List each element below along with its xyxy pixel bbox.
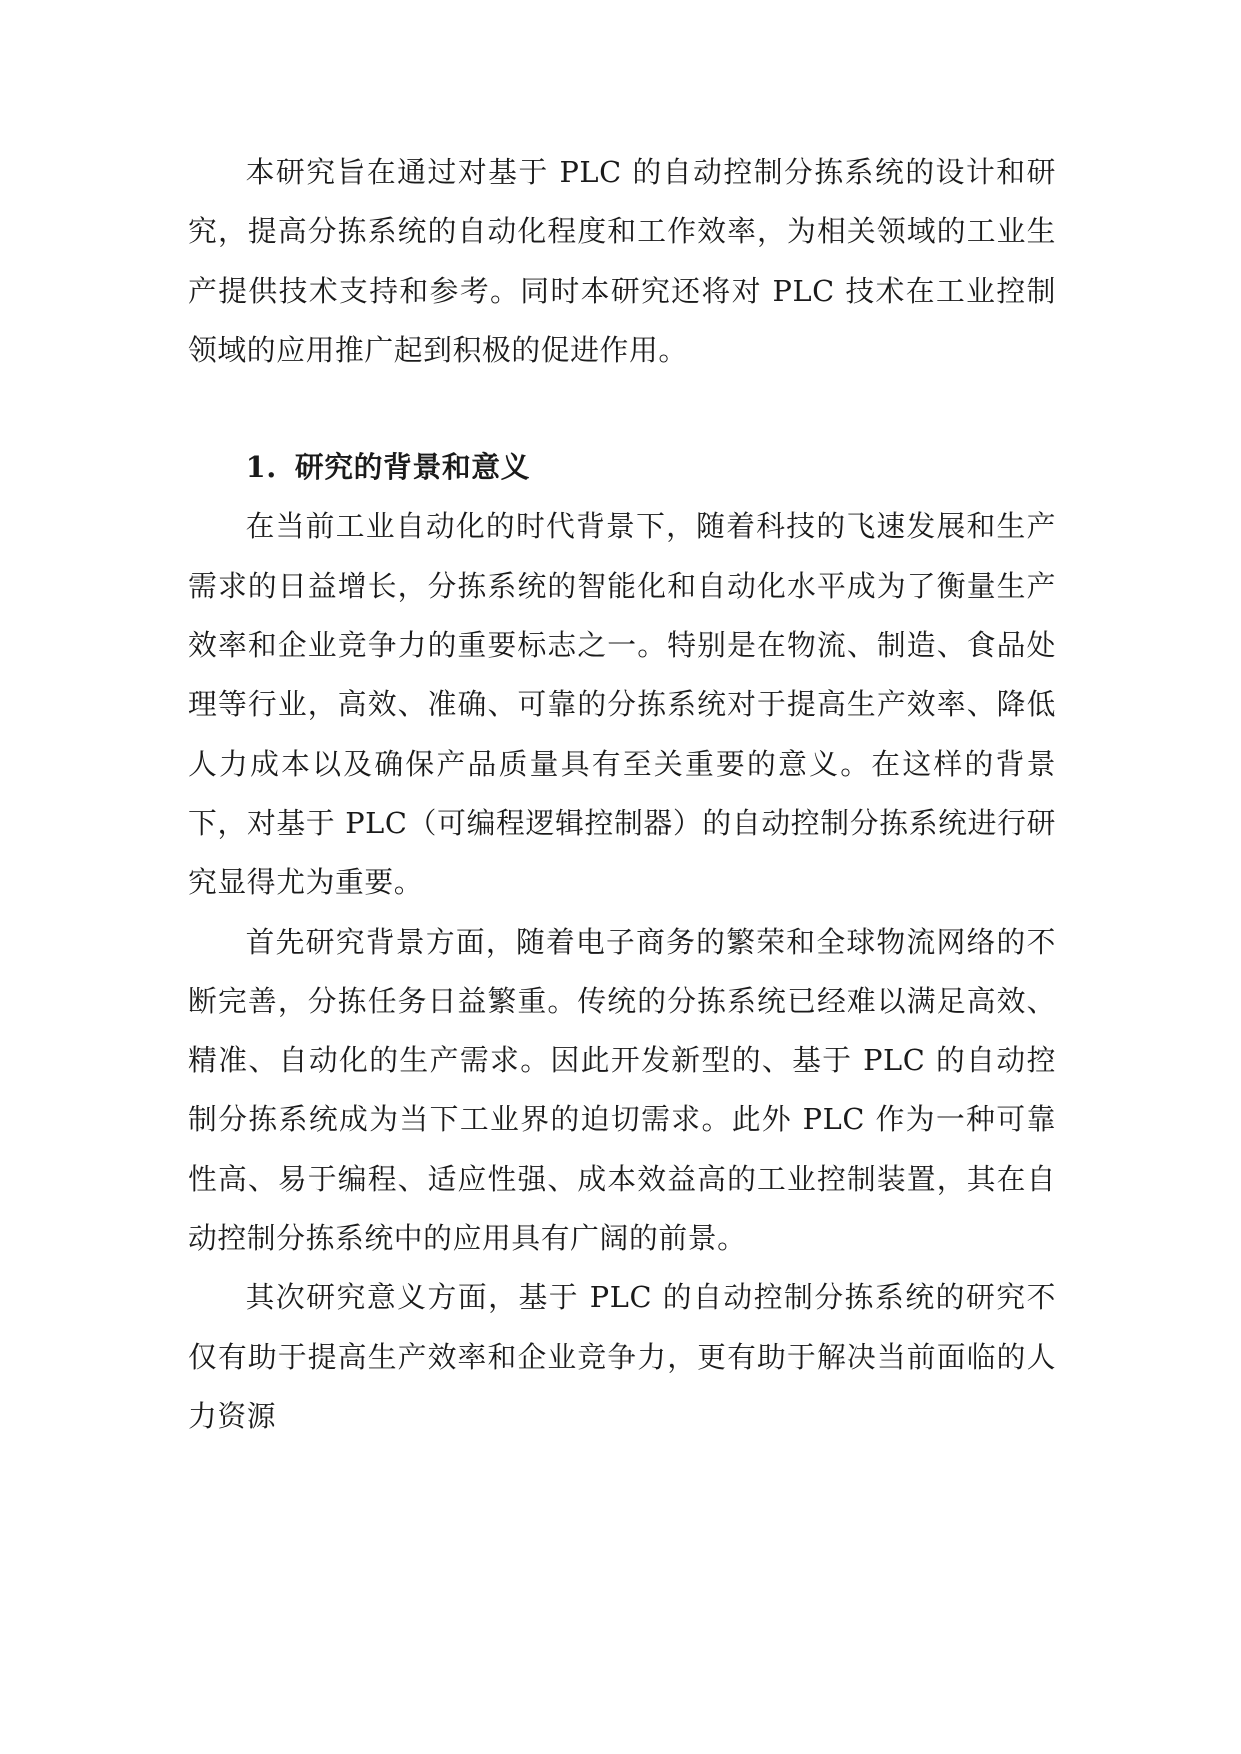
document-body xyxy=(188,143,1056,1446)
body-paragraph-research-significance: 其次研究意义方面，基于 PLC 的自动控制分拣系统的研究不仅有助于提高生产效率和企业竞争力，更有助于解决当前面临的人力资源 xyxy=(188,1280,1056,1433)
section-heading xyxy=(188,438,1056,497)
body-paragraph-research-background: 首先研究背景方面，随着电子商务的繁荣和全球物流网络的不断完善，分拣任务日益繁重。传统的分拣系统已经难以满足高效、精准、自动化的生产需求。因此开发新型的、基于 PLC 的自动控制分拣系统成为当下工业界的迫切需求。此外 PLC 作为一种可靠性高、易于编程、适应性强、成本效益高的工业控制装置，其在自动控制分拣系统中的应用具有广阔的前景。 xyxy=(188,924,1056,1256)
intro-paragraph: 本研究旨在通过对基于 PLC 的自动控制分拣系统的设计和研究，提高分拣系统的自动化程度和工作效率，为相关领域的工业生产提供技术支持和参考。同时本研究还将对 PLC 技术在工业控制领域的应用推广起到积极的促进作用。 xyxy=(188,155,1056,367)
body-paragraph-background: 在当前工业自动化的时代背景下，随着科技的飞速发展和生产需求的日益增长，分拣系统的智能化和自动化水平成为了衡量生产效率和企业竞争力的重要标志之一。特别是在物流、制造、食品处理等行业，高效、准确、可靠的分拣系统对于提高生产效率、降低人力成本以及确保产品质量具有至关重要的意义。在这样的背景下，对基于 PLC（可编程逻辑控制器）的自动控制分拣系统进行研究显得尤为重要。 xyxy=(188,509,1056,900)
section-title: 研究的背景和意义 xyxy=(294,450,531,485)
section-number: 1. xyxy=(245,450,277,485)
